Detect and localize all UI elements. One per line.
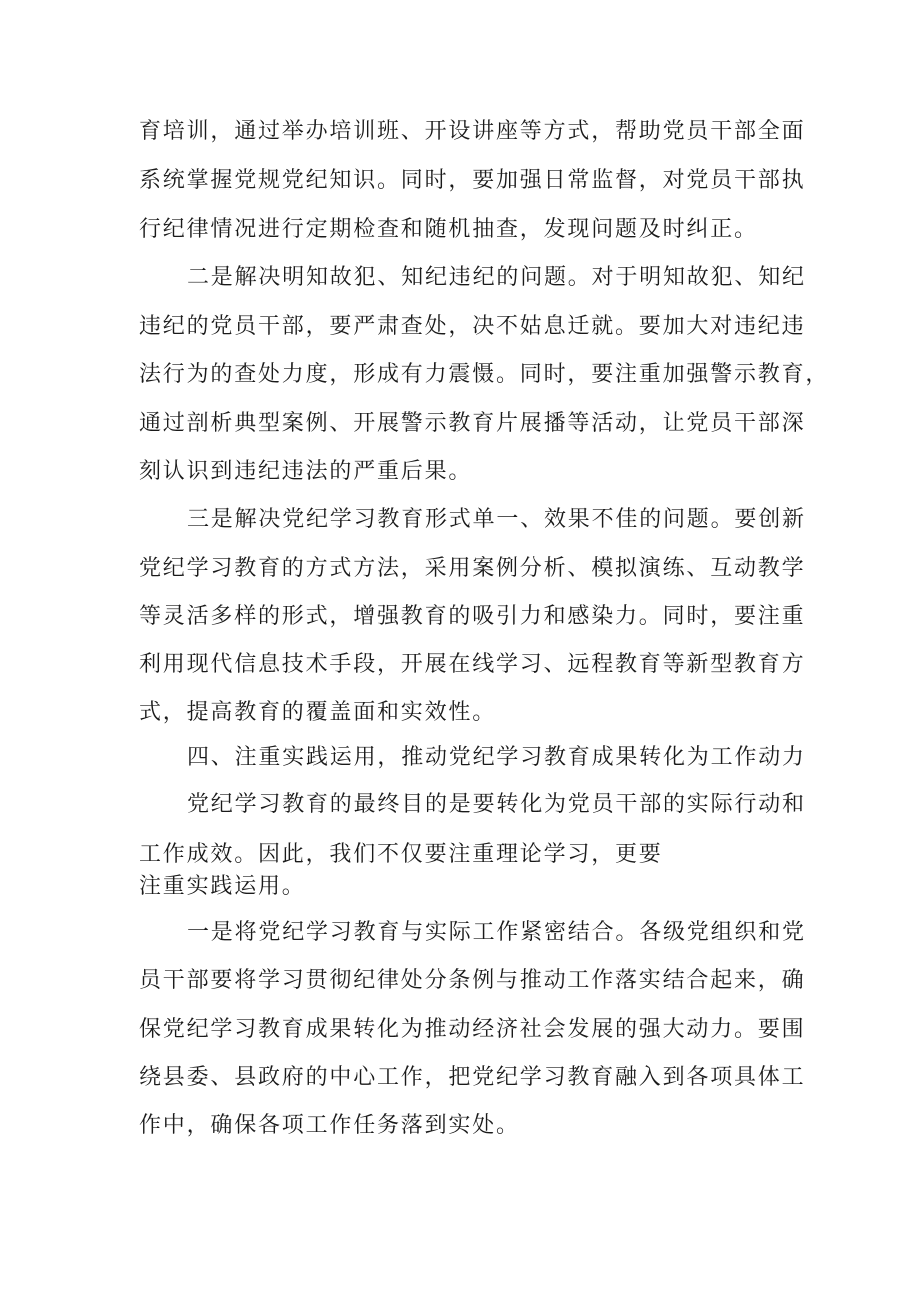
text-line: 等灵活多样的形式，增强教育的吸引力和感染力。同时，要注重 [139,604,806,629]
text-line: 式，提高教育的覆盖面和实效性。 [139,700,497,725]
text-line: 保党纪学习教育成果转化为推动经济社会发展的强大动力。要围 [139,1017,806,1042]
text-line: 行纪律情况进行定期检查和随机抽查，发现问题及时纠正。 [139,217,758,242]
paragraph-start-line: 一是将党纪学习教育与实际工作紧密结合。各级党组织和党 [187,920,806,945]
text-line: 党纪学习教育的方式方法，采用案例分析、模拟演练、互动教学 [139,556,806,581]
text-line: 作中，确保各项工作任务落到实处。 [139,1113,520,1138]
text-line: 绕县委、县政府的中心工作，把党纪学习教育融入到各项具体工 [139,1065,806,1090]
section-heading: 四、注重实践运用，推动党纪学习教育成果转化为工作动力 [187,745,806,770]
text-line: 利用现代信息技术手段，开展在线学习、远程教育等新型教育方 [139,652,806,677]
text-line: 通过剖析典型案例、开展警示教育片展播等活动，让党员干部深 [139,411,806,436]
paragraph-start-line: 三是解决党纪学习教育形式单一、效果不佳的问题。要创新 [187,507,806,532]
text-line: 工作成效。因此，我们不仅要注重理论学习，更要 [139,842,663,867]
paragraph-start-line: 党纪学习教育的最终目的是要转化为党员干部的实际行动和 [187,792,806,817]
text-line: 违纪的党员干部，要严肃查处，决不姑息迁就。要加大对违纪违 [139,314,806,339]
text-line: 育培训，通过举办培训班、开设讲座等方式，帮助党员干部全面 [139,119,806,144]
text-line: 系统掌握党规党纪知识。同时，要加强日常监督，对党员干部执 [139,168,806,193]
text-line: 注重实践运用。 [139,874,306,899]
paragraph-start-line: 二是解决明知故犯、知纪违纪的问题。对于明知故犯、知纪 [187,265,806,290]
text-line: 法行为的查处力度，形成有力震慑。同时，要注重加强警示教育， [139,362,830,387]
text-line: 刻认识到违纪违法的严重后果。 [139,459,473,484]
text-line: 员干部要将学习贯彻纪律处分条例与推动工作落实结合起来，确 [139,968,806,993]
